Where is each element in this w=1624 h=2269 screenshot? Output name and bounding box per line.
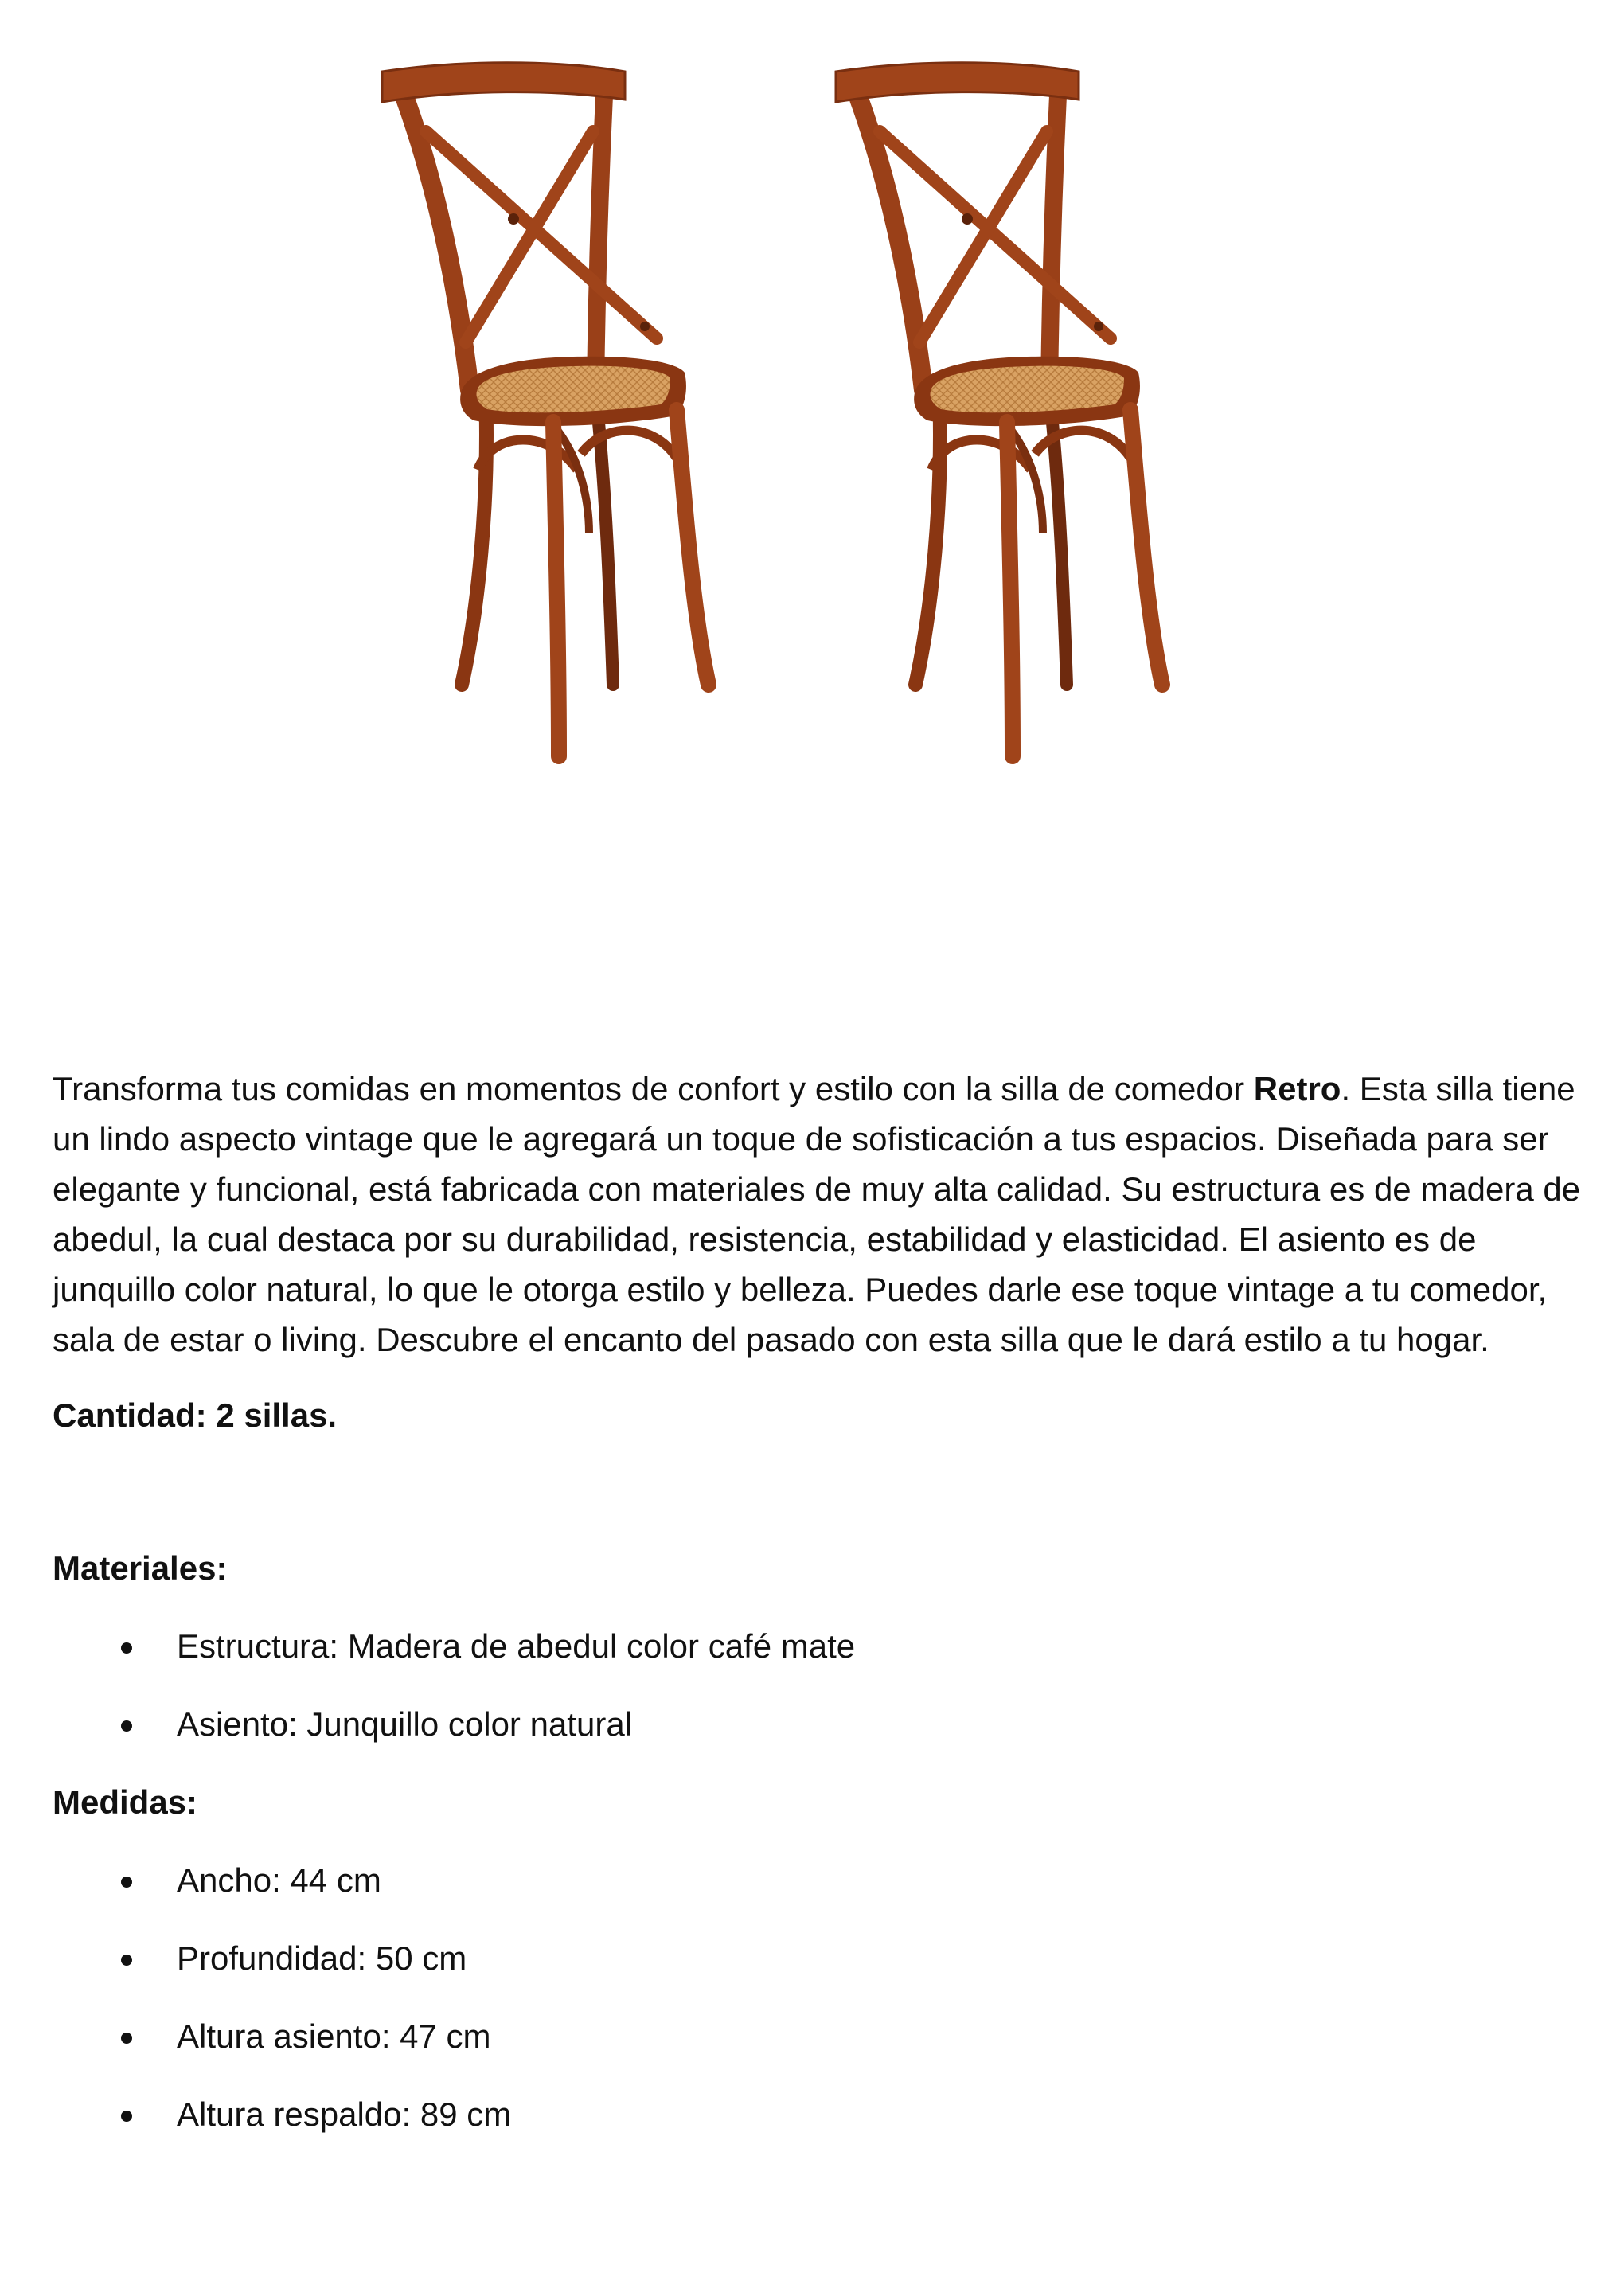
bullet-icon (121, 1642, 132, 1654)
product-description (53, 1064, 1589, 1365)
product-image-chairs (350, 56, 1306, 772)
product-description-section (53, 1064, 1589, 2138)
bullet-icon (121, 1877, 132, 1888)
bullet-icon (121, 2033, 132, 2044)
list-item (53, 2013, 1589, 2060)
list-item (53, 1701, 1589, 1748)
materials-list (53, 1623, 1589, 1748)
description-body: . Esta silla tiene un lindo aspecto vintage que le agregará un toque de sofisticación a tus espacios. Diseñada para ser elegante y funcional, está fabricada con materiales de muy alta calidad. Su estructura es de madera de abedul, la cual destaca por su durabilidad, resistencia, estabilidad y elasticidad. El asiento es de junquillo color natural, lo que le otorga estilo y belleza. Puedes darle ese toque vintage a tu comedor, sala de estar o living. Descubre el encanto del pasado con esta silla que le dará estilo a tu hogar. (53, 1070, 1581, 1358)
measure-width: Ancho: 44 cm (177, 1861, 381, 1899)
list-item (53, 2091, 1589, 2138)
material-structure: Estructura: Madera de abedul color café mate (177, 1627, 856, 1665)
measures-heading: Medidas: (53, 1783, 198, 1821)
measures-list (53, 1857, 1589, 2138)
bullet-icon (121, 2111, 132, 2122)
material-seat: Asiento: Junquillo color natural (177, 1705, 633, 1743)
list-item (53, 1935, 1589, 1982)
bullet-icon (121, 1955, 132, 1966)
bullet-icon (121, 1720, 132, 1732)
list-item (53, 1857, 1589, 1904)
description-intro: Transforma tus comidas en momentos de confort y estilo con la silla de comedor (53, 1070, 1254, 1107)
measure-depth: Profundidad: 50 cm (177, 1939, 467, 1977)
product-name: Retro (1253, 1070, 1341, 1107)
quantity-label: Cantidad: 2 sillas. (53, 1396, 338, 1434)
measure-seat-height: Altura asiento: 47 cm (177, 2017, 491, 2055)
materials-heading: Materiales: (53, 1549, 228, 1587)
list-item (53, 1623, 1589, 1670)
measure-back-height: Altura respaldo: 89 cm (177, 2095, 512, 2133)
